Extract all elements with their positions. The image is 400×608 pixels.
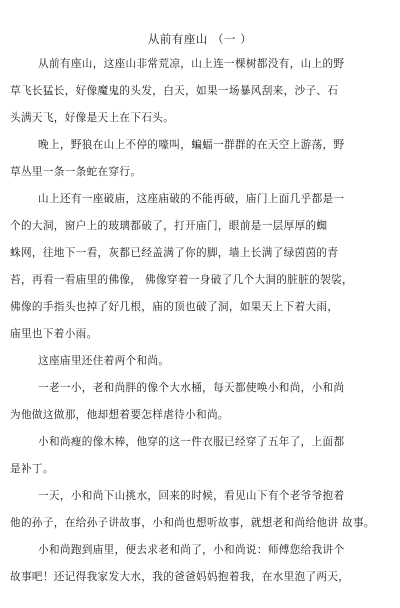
paragraph-line: 小和尚跑到庙里，便去求老和尚了，小和尚说：师傅您给我讲个 xyxy=(38,544,345,556)
paragraph-line: 庙里也下着小雨。 xyxy=(10,328,98,340)
paragraph-line: 苔，再看一看庙里的佛像， 佛像穿着一身破了几个大洞的脏脏的袈裟， xyxy=(10,274,353,286)
paragraph-line: 故事吧！还记得我家发大水，我的爸爸妈妈抱着我，在水里泡了两天， xyxy=(10,571,350,583)
paragraph-line: 这座庙里还住着两个和尚。 xyxy=(38,355,170,367)
paragraph-line: 是补丁。 xyxy=(10,463,54,475)
paragraph-line: 为他做这做那，他却想着要怎样虐待小和尚。 xyxy=(10,409,229,421)
paragraph-line: 蛛网，往地下一看，灰都已经盖满了你的脚，墙上长满了绿茵茵的青 xyxy=(10,247,339,259)
paragraph-line: 一老一小，老和尚胖的像个大水桶，每天都使唤小和尚，小和尚 xyxy=(38,382,345,394)
paragraph-line: 个的大洞，窗户上的玻璃都破了，打开庙门，眼前是一层厚厚的蜘 xyxy=(10,220,328,232)
paragraph-line: 草飞长猛长，好像魔鬼的头发，白天，如果一场暴风刮来，沙子、石 xyxy=(10,85,339,97)
paragraph-line: 头满天飞，好像是天上在下石头。 xyxy=(10,112,175,124)
paragraph-line: 从前有座山，这座山非常荒凉，山上连一棵树都没有，山上的野 xyxy=(38,58,345,70)
paragraph-line: 草丛里一条一条蛇在穿行。 xyxy=(10,166,142,178)
paragraph-line: 山上还有一座破庙，这座庙破的不能再破，庙门上面几乎都是一 xyxy=(38,193,345,205)
paragraph-line: 一天，小和尚下山挑水，回来的时候，看见山下有个老爷爷抱着 xyxy=(38,490,345,502)
document-title: 从前有座山 （一 ） xyxy=(147,32,253,46)
paragraph-line: 小和尚瘦的像木棒，他穿的这一件衣服已经穿了五年了，上面都 xyxy=(38,436,345,448)
paragraph-line: 佛像的手指头也掉了好几根，庙的顶也破了洞，如果天上下着大雨， xyxy=(10,301,339,313)
paragraph-line: 他的孙子，在给孙子讲故事，小和尚也想听故事，就想老和尚给他讲 故事。 xyxy=(10,517,375,529)
paragraph-line: 晚上，野狼在山上不停的嚎叫，蝙蝠一群群的在天空上游荡，野 xyxy=(38,139,345,151)
